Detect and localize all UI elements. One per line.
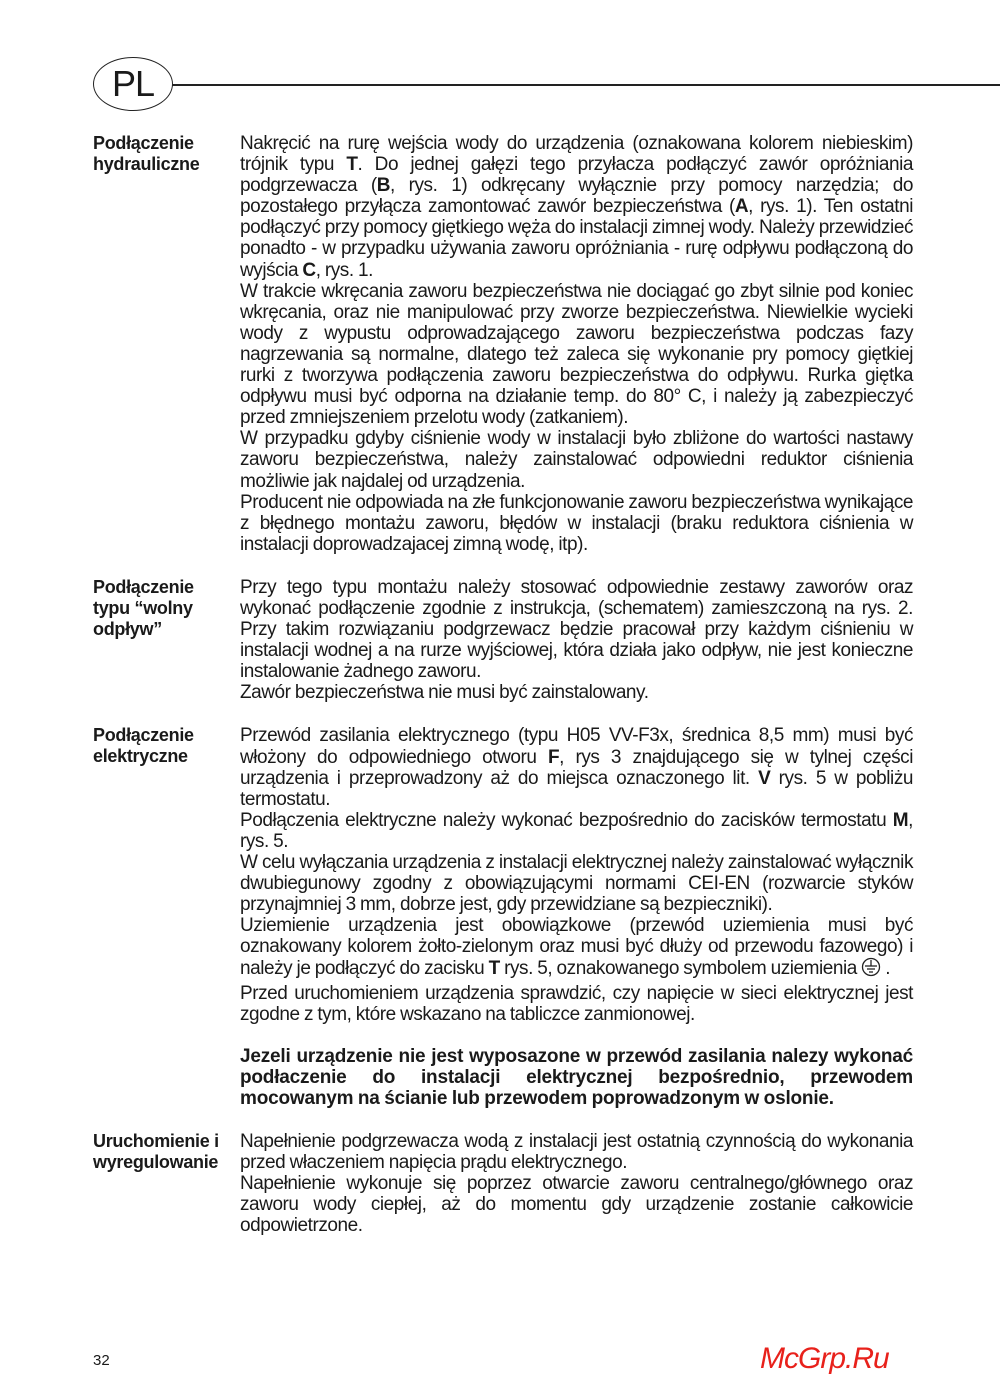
reference-letter: T bbox=[346, 154, 358, 176]
text-run: W celu wyłączania urządzenia z instalacji elektrycznej należy zainstalować wyłącznik dwubiegunowy zgodny z obowiązującymi normami CEI-EN (rozwarcie styków przynajmniej 3 mm, dobrze jest, gdy przewidziane są bezpieczniki). bbox=[240, 852, 913, 916]
paragraph bbox=[240, 577, 913, 682]
text-run: Producent nie odpowiada na złe funkcjonowanie zaworu bezpieczeństwa wynikające z błędnego montażu zaworu, błędów w instalacji (braku reduktora ciśnienia w instalacji doprowadzajacej zimną wodę, itp). bbox=[240, 491, 913, 555]
text-run: . Do jednej gałęzi tego przyłacza podłączyć zawór opróżniania podgrzewacza ( bbox=[240, 154, 913, 197]
watermark: McGrp.Ru bbox=[760, 1342, 889, 1375]
section-body bbox=[240, 133, 913, 555]
section-body bbox=[240, 725, 913, 1109]
section-heading: Uruchomienie i wyregulowanie bbox=[93, 1131, 219, 1173]
reference-letter: C bbox=[302, 259, 316, 281]
text-run: Zawór bezpieczeństwa nie musi być zainstalowany. bbox=[240, 682, 649, 704]
paragraph bbox=[240, 492, 913, 555]
page-number: 32 bbox=[93, 1352, 110, 1369]
paragraph bbox=[240, 725, 913, 809]
paragraph bbox=[240, 915, 913, 982]
header-rule bbox=[172, 84, 1000, 86]
section-heading: Podłączenie typu “wolny odpływ” bbox=[93, 576, 194, 639]
bold-warning-note: Jezeli urządzenie nie jest wyposazone w przewód zasilania nalezy wykonać podłaczenie do instalacji elektrycznej bezpośrednio, przewodem mocowanym na ścianie lub przewodem poprowadzonym w oslonie. bbox=[240, 1045, 913, 1109]
section-heading: Podłączenie hydrauliczne bbox=[93, 133, 200, 174]
section-body bbox=[240, 1131, 913, 1236]
paragraph bbox=[240, 428, 913, 491]
text-run: rys. 5 w pobliżu termostatu. bbox=[240, 767, 913, 810]
paragraph bbox=[240, 810, 913, 852]
reference-letter: T bbox=[488, 958, 500, 980]
text-run: , rys. 1. bbox=[315, 259, 373, 281]
reference-letter: A bbox=[734, 196, 749, 218]
text-run: rys. 5, oznakowanego symbolem uziemienia bbox=[499, 958, 857, 980]
section-body bbox=[240, 577, 913, 704]
text-run: , rys 3 znajdującego się w tylnej części urządzenia i przeprowadzony aż do miejsca oznaczonego lit. bbox=[240, 746, 913, 789]
paragraph bbox=[240, 281, 913, 429]
text-run: . bbox=[880, 958, 891, 980]
section-hydraulic bbox=[93, 133, 913, 555]
paragraph bbox=[240, 1173, 913, 1236]
earth-ground-icon bbox=[861, 957, 881, 982]
text-run: Napełnienie wykonuje się poprzez otwarcie zaworu centralnego/głównego oraz zaworu wody ciepłej, aż do momentu gdy urządzenie zostanie całkowicie odpowietrzone. bbox=[240, 1173, 913, 1237]
reference-letter: M bbox=[892, 809, 909, 831]
text-run: Podłączenia elektryczne należy wykonać bezpośrednio do zacisków termostatu bbox=[240, 809, 893, 831]
language-badge bbox=[93, 57, 173, 111]
paragraph bbox=[240, 1131, 913, 1173]
text-run: Uziemienie urządzenia jest obowiązkowe (przewód uziemienia musi być oznakowany kolorem żołto-zielonym oraz musi być dłuży od przewodu fazowego) i należy je podłączyć do zacisku bbox=[240, 915, 913, 980]
reference-letter: B bbox=[376, 175, 391, 197]
text-run: Przy tego typu montażu należy stosować odpowiednie zestawy zaworów oraz wykonać podłączenie zgodnie z instrukcja, (schematem) zamieszczoną na rys. 2. Przy takim rozwiązaniu podgrzewacz będzie pracował przy każdym ciśnieniu w instalacji wodnej a na rurze wyjściowej, która działa jako odpływ, nie jest konieczne instalowanie żadnego zaworu. bbox=[240, 576, 913, 683]
text-run: , rys. 1) odkręcany wyłącznie przy pomocy narzędzia; do pozostałego przyłącza zamontować zawór bezpieczeństwa ( bbox=[240, 175, 913, 218]
text-run: Napełnienie podgrzewacza wodą z instalacji jest ostatnią czynnością do wykonania przed właczeniem napięcia prądu elektrycznego. bbox=[240, 1131, 913, 1174]
section-heading: Podłączenie elektryczne bbox=[93, 725, 194, 767]
text-run: W przypadku gdyby ciśnienie wody w instalacji było zbliżone do wartości nastawy zaworu bezpieczeństwa, należy zainstalować odpowiedni reduktor ciśnienia możliwie jak najdalej od urządzenia. bbox=[240, 428, 913, 492]
text-run: , rys. 1). Ten ostatni podłączyć przy pomocy giętkiego węża do instalacji zimnej wody. Należy przewidzieć ponadto - w przypadku używania zaworu opróżniania - rurę odpływu podłączoną do wyjścia bbox=[240, 196, 913, 281]
paragraph bbox=[240, 682, 913, 703]
text-run: , rys. 5. bbox=[240, 809, 913, 852]
paragraph bbox=[240, 133, 913, 281]
text-run: W trakcie wkręcania zaworu bezpieczeństwa nie dociągać go zbyt silnie pod koniec wkręcania, oraz nie manipulować przy zworze bezpieczeństwa. Niewielkie wycieki wody z wypustu odprowadzającego zaworu bezpieczeństwa podczas fazy nagrzewania są normalne, dlatego też zaleca się wykonanie pry pomocy giętkiej rurki z tworzywa podłączenia zaworu bezpieczeństwa do odpływu. Rurka giętka odpływu musi być odporna na działanie temp. do 80° C, i należy ją zabezpieczyć przed zmniejszeniem przelotu wody (zatkaniem). bbox=[240, 280, 913, 429]
paragraph bbox=[240, 852, 913, 915]
section-electrical bbox=[93, 725, 913, 1109]
section-startup bbox=[93, 1131, 913, 1236]
reference-letter: F bbox=[547, 746, 560, 768]
paragraph bbox=[240, 983, 913, 1025]
text-run: Przed uruchomieniem urządzenia sprawdzić, czy napięcie w sieci elektrycznej jest zgodne z tym, które wskazano na tabliczce zanmionowej. bbox=[240, 982, 913, 1025]
reference-letter: V bbox=[758, 767, 771, 789]
text-run: Nakręcić na rurę wejścia wody do urządzenia (oznakowana kolorem niebieskim) trójnik typu bbox=[240, 133, 913, 176]
language-code: PL bbox=[111, 63, 155, 104]
page-content bbox=[93, 133, 913, 1259]
text-run: Przewód zasilania elektrycznego (typu H05 VV-F3x, średnica 8,5 mm) musi być włożony do odpowiedniego otworu bbox=[240, 725, 913, 768]
section-free-outflow bbox=[93, 577, 913, 704]
